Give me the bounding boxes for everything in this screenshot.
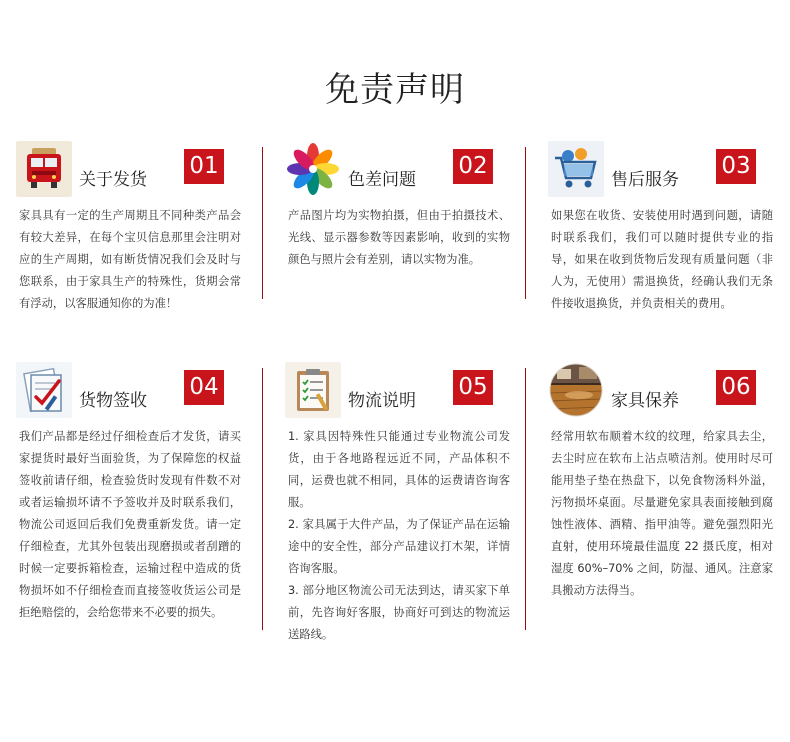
card-number-badge: 01	[184, 149, 224, 183]
card-body	[19, 426, 241, 624]
card-body	[288, 426, 510, 646]
card-paragraph: 如果您在收货、安装使用时遇到问题，请随时联系我们，我们可以随时提供专业的指导，如果在收到货物后发现有质量问题（非人为，无使用）需退换货，经确认我们无条件接收退换货，并负责相关的费用。	[551, 209, 773, 310]
column-divider	[262, 368, 263, 630]
badge-underline	[716, 183, 756, 184]
card-body	[551, 205, 773, 315]
card-number-badge: 04	[184, 370, 224, 404]
badge-underline	[453, 183, 493, 184]
card-heading: 色差问题	[348, 170, 416, 190]
column-divider	[525, 147, 526, 299]
card-body	[551, 426, 773, 602]
column-divider	[262, 147, 263, 299]
card-number-badge: 06	[716, 370, 756, 404]
card-heading: 家具保养	[611, 391, 679, 411]
card-body	[288, 205, 510, 271]
wood-floor-photo-icon	[548, 362, 604, 418]
card-heading: 货物签收	[79, 391, 147, 411]
card-paragraph: 1. 家具因特殊性只能通过专业物流公司发货，由于各地路程远近不同，产品体积不同，运费也就不相同，具体的运费请咨询客服。	[288, 430, 510, 509]
page-title: 免责声明	[325, 70, 465, 110]
card-heading: 售后服务	[611, 170, 679, 190]
badge-underline	[184, 404, 224, 405]
column-divider	[525, 368, 526, 630]
card-number-badge: 05	[453, 370, 493, 404]
signed-document-icon	[16, 362, 72, 418]
card-paragraph: 3. 部分地区物流公司无法到达，请买家下单前，先咨询好客服，协商好可到达的物流运送路线。	[288, 584, 510, 641]
clipboard-checklist-icon	[285, 362, 341, 418]
card-body	[19, 205, 241, 315]
card-paragraph: 家具具有一定的生产周期且不同种类产品会有较大差异，在每个宝贝信息那里会注明对应的生产周期，如有断货情况我们会及时与您联系，由于家具生产的特殊性，货期会常有浮动，以客服通知你的为准！	[19, 209, 241, 310]
shopping-cart-icon	[548, 141, 604, 197]
card-heading: 物流说明	[348, 391, 416, 411]
card-paragraph: 2. 家具属于大件产品，为了保证产品在运输途中的安全性，部分产品建议打木架，详情咨询客服。	[288, 518, 510, 575]
card-paragraph: 我们产品都是经过仔细检查后才发货，请买家提货时最好当面验货，为了保障您的权益签收前请仔细，检查验货时发现有件数不对或者运输损坏请不予签收并及时联系我们，物流公司返回后我们免费重新发货。请一定仔细检查，尤其外包装出现磨损或者刮蹭的时候一定要拆箱检查，运输过程中造成的货物损坏如不仔细检查而直接签收货运公司是拒绝赔偿的，会给您带来不必要的损失。	[19, 430, 241, 619]
card-paragraph: 经常用软布顺着木纹的纹理，给家具去尘，去尘时应在软布上沾点喷洁剂。使用时尽可能用垫子垫在热盘下，以免食物汤料外溢，污物损坏桌面。尽量避免家具表面接触到腐蚀性液体、酒精、指甲油等。避免强烈阳光直射，使用环境最佳温度 22 摄氏度，相对湿度 60%–70% 之间，防湿、通风。注意家具搬动方法得当。	[551, 430, 773, 597]
badge-underline	[716, 404, 756, 405]
card-number-badge: 02	[453, 149, 493, 183]
card-number-badge: 03	[716, 149, 756, 183]
card-heading: 关于发货	[79, 170, 147, 190]
badge-underline	[184, 183, 224, 184]
delivery-truck-icon	[16, 141, 72, 197]
color-palette-icon	[285, 141, 341, 197]
badge-underline	[453, 404, 493, 405]
card-paragraph: 产品图片均为实物拍摄，但由于拍摄技术、光线、显示器参数等因素影响，收到的实物颜色与照片会有差别，请以实物为准。	[288, 209, 510, 266]
